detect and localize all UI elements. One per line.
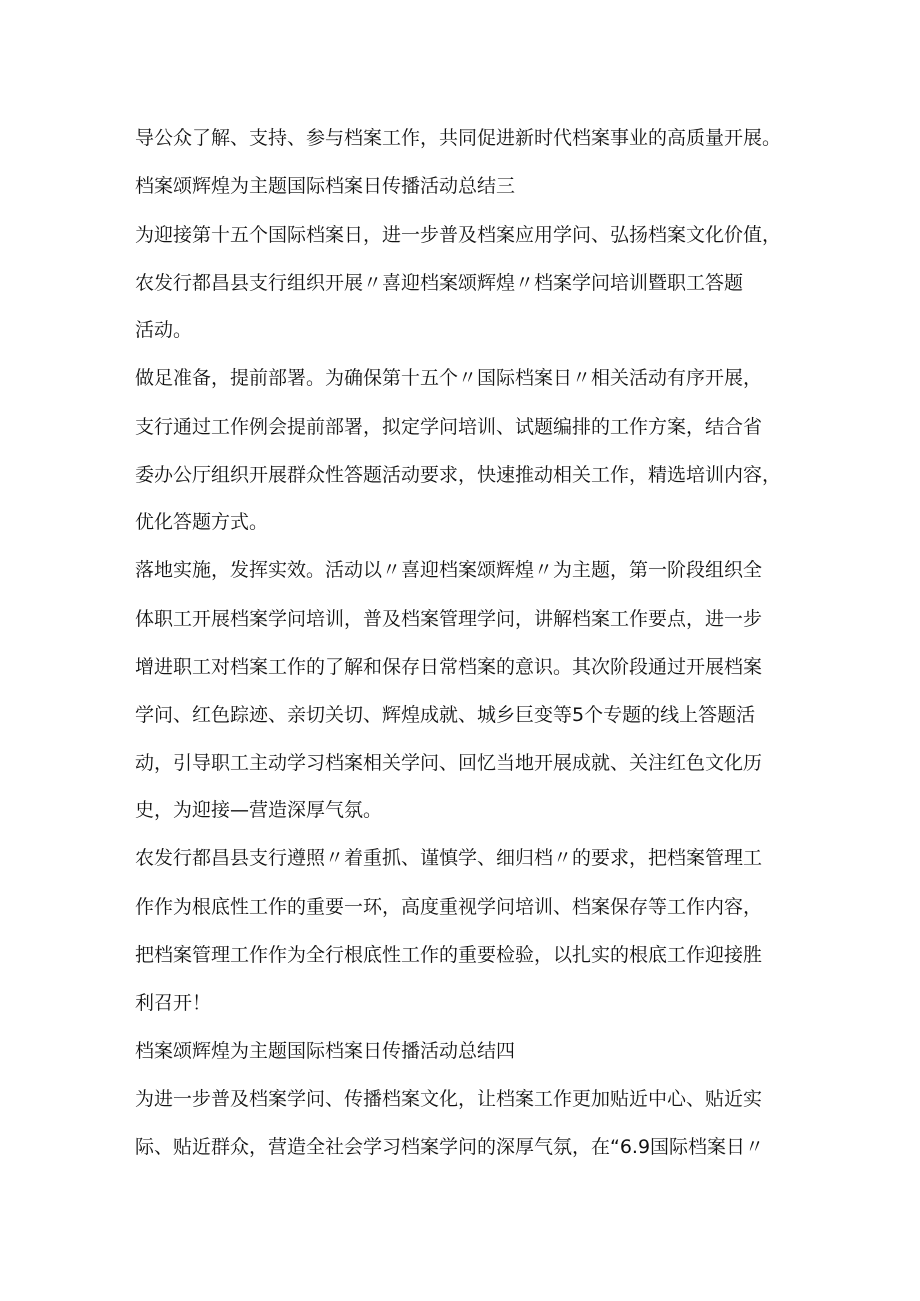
text-line: 作作为根底性工作的重要一环，高度重视学问培训、档案保存等工作内容， bbox=[135, 896, 763, 918]
text-line: 农发行都昌县支行遵照〃着重抓、谨慎学、细归档〃的要求，把档案管理工 bbox=[135, 847, 763, 869]
text-line: 做足准备，提前部署。为确保第十五个〃国际档案日〃相关活动有序开展， bbox=[135, 367, 763, 389]
text-line: 学问、红色踪迹、亲切关切、辉煌成就、城乡巨变等5个专题的线上答题活 bbox=[135, 704, 756, 726]
text-line: 利召开！ bbox=[135, 992, 212, 1014]
text-line: 增进职工对档案工作的了解和保存日常档案的意识。其次阶段通过开展档案 bbox=[135, 656, 763, 678]
text-line: 史，为迎接—营造深厚气氛。 bbox=[135, 799, 383, 821]
text-line: 委办公厅组织开展群众性答题活动要求，快速推动相关工作，精选培训内容， bbox=[135, 464, 782, 486]
text-line: 支行通过工作例会提前部署，拟定学问培训、试题编排的工作方案，结合省 bbox=[135, 416, 763, 438]
text-line: 活动。 bbox=[135, 319, 193, 341]
section-heading: 档案颂辉煌为主题国际档案日传播活动总结四 bbox=[135, 1040, 516, 1062]
text-line: 体职工开展档案学问培训，普及档案管理学问，讲解档案工作要点，进一步 bbox=[135, 608, 763, 630]
text-line: 落地实施，发挥实效。活动以〃喜迎档案颂辉煌〃为主题，第一阶段组织全 bbox=[135, 559, 763, 581]
section-heading: 档案颂辉煌为主题国际档案日传播活动总结三 bbox=[135, 175, 516, 197]
text-line: 优化答题方式。 bbox=[135, 511, 269, 533]
text-line: 为进一步普及档案学问、传播档案文化，让档案工作更加贴近中心、贴近实 bbox=[135, 1088, 763, 1110]
text-line: 动，引导职工主动学习档案相关学问、回忆当地开展成就、关注红色文化历 bbox=[135, 752, 763, 774]
text-line: 际、贴近群众，营造全社会学习档案学问的深厚气氛，在“6.9国际档案日〃 bbox=[135, 1136, 765, 1158]
text-line: 农发行都昌县支行组织开展〃喜迎档案颂辉煌〃档案学问培训暨职工答题 bbox=[135, 272, 744, 294]
text-line: 把档案管理工作作为全行根底性工作的重要检验，以扎实的根底工作迎接胜 bbox=[135, 944, 763, 966]
text-line: 导公众了解、支持、参与档案工作，共同促进新时代档案事业的高质量开展。 bbox=[135, 127, 782, 149]
text-line: 为迎接第十五个国际档案日，进一步普及档案应用学问、弘扬档案文化价值， bbox=[135, 224, 782, 246]
